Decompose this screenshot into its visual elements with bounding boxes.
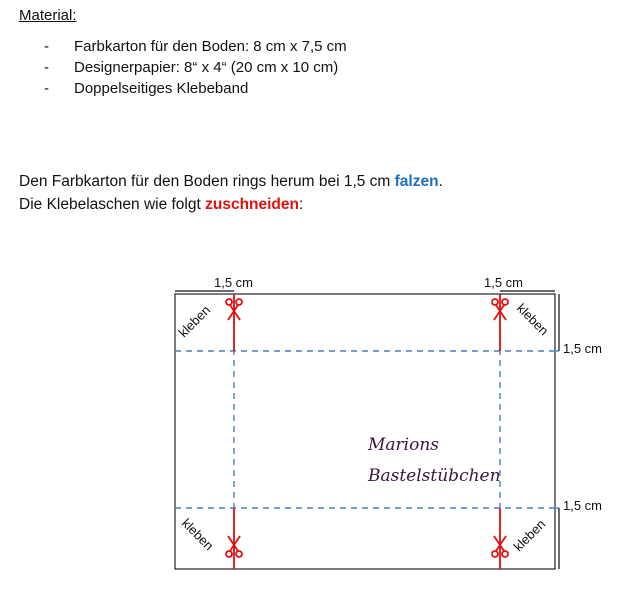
glue-label-bottom-right: kleben xyxy=(510,516,549,555)
measure-label-top-left: 1,5 cm xyxy=(214,275,254,290)
list-dash: - xyxy=(44,59,49,76)
material-item-text: Designerpapier: 8“ x 4“ (20 cm x 10 cm) xyxy=(74,59,339,76)
list-dash: - xyxy=(44,80,49,97)
list-dash: - xyxy=(44,38,49,55)
watermark-line-2: Bastelstübchen xyxy=(368,466,501,486)
material-item-text: Farbkarton für den Boden: 8 cm x 7,5 cm xyxy=(74,38,347,55)
fold-keyword: falzen xyxy=(394,173,439,190)
instruction-text: Den Farbkarton für den Boden rings herum bei 1,5 cm xyxy=(19,173,395,190)
material-item-text: Doppelseitiges Klebeband xyxy=(74,80,249,97)
watermark-line-1: Marions xyxy=(368,435,440,455)
cut-keyword: zuschneiden xyxy=(205,196,299,213)
glue-label-top-right: kleben xyxy=(513,300,552,339)
measure-label-top-right: 1,5 cm xyxy=(484,275,524,290)
instruction-text: Die Klebelaschen wie folgt xyxy=(19,196,206,213)
instruction-punct: . xyxy=(438,173,443,190)
instruction-punct: : xyxy=(299,196,304,213)
measure-label-right-lower: 1,5 cm xyxy=(563,498,603,513)
glue-label-bottom-left: kleben xyxy=(178,515,217,554)
cut-lines xyxy=(234,294,500,569)
measure-label-right-upper: 1,5 cm xyxy=(563,341,603,356)
measure-bars xyxy=(175,291,559,569)
card-outline xyxy=(175,294,555,569)
material-heading: Material: xyxy=(19,7,77,24)
fold-lines xyxy=(175,294,555,569)
glue-label-top-left: kleben xyxy=(175,302,214,341)
